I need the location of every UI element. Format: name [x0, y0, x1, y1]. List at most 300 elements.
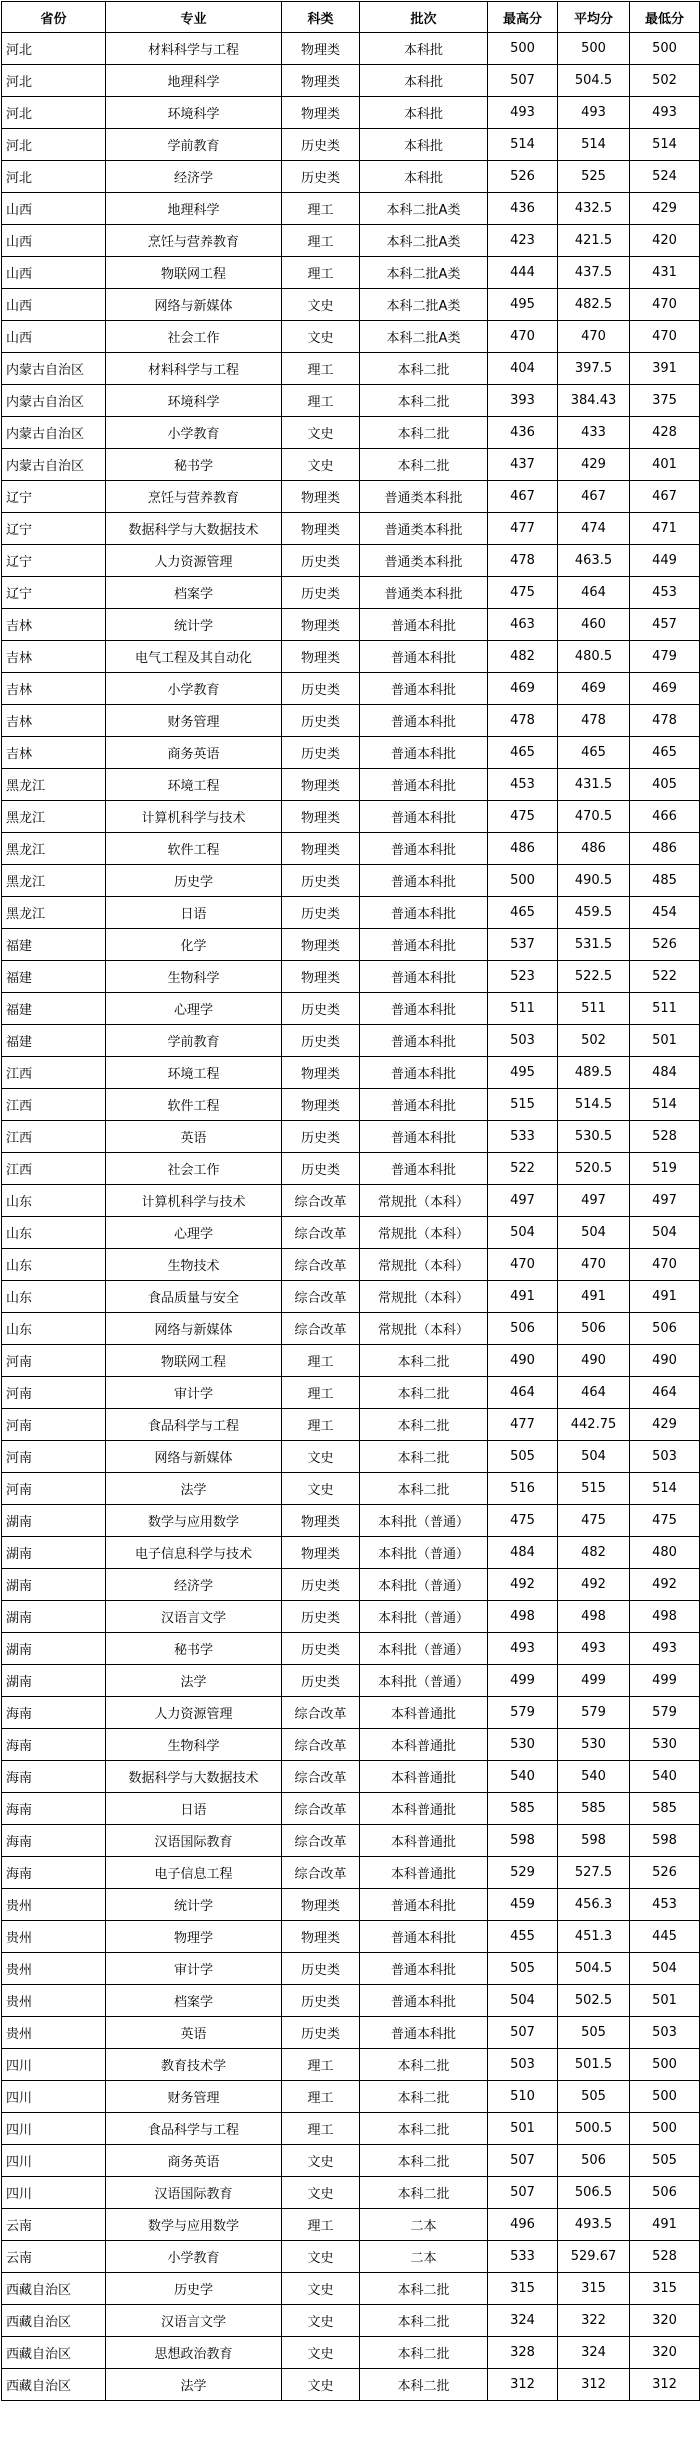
cell-min-score: 503	[630, 2017, 700, 2049]
cell-province: 黑龙江	[2, 865, 106, 897]
table-row	[2, 1025, 700, 1057]
cell-avg-score: 502	[558, 1025, 630, 1057]
cell-batch: 常规批（本科）	[360, 1249, 488, 1281]
cell-avg-score: 451.3	[558, 1921, 630, 1953]
cell-batch: 本科二批	[360, 2081, 488, 2113]
cell-major: 历史学	[106, 865, 282, 897]
cell-subject-category: 综合改革	[282, 1249, 360, 1281]
cell-max-score: 504	[488, 1985, 558, 2017]
header-avg-score: 平均分	[558, 2, 630, 33]
cell-max-score: 506	[488, 1313, 558, 1345]
cell-province: 贵州	[2, 2017, 106, 2049]
cell-batch: 本科二批	[360, 449, 488, 481]
table-row	[2, 449, 700, 481]
table-row	[2, 2177, 700, 2209]
cell-avg-score: 505	[558, 2017, 630, 2049]
cell-major: 地理科学	[106, 65, 282, 97]
cell-batch: 普通本科批	[360, 929, 488, 961]
cell-major: 小学教育	[106, 417, 282, 449]
cell-max-score: 496	[488, 2209, 558, 2241]
cell-subject-category: 历史类	[282, 1665, 360, 1697]
header-row	[2, 2, 700, 33]
cell-max-score: 477	[488, 513, 558, 545]
cell-avg-score: 504.5	[558, 65, 630, 97]
cell-subject-category: 物理类	[282, 1889, 360, 1921]
cell-major: 学前教育	[106, 1025, 282, 1057]
table-row	[2, 65, 700, 97]
cell-max-score: 470	[488, 1249, 558, 1281]
table-row	[2, 673, 700, 705]
cell-avg-score: 437.5	[558, 257, 630, 289]
cell-subject-category: 文史	[282, 449, 360, 481]
cell-batch: 本科二批	[360, 2273, 488, 2305]
cell-province: 山西	[2, 193, 106, 225]
cell-subject-category: 历史类	[282, 2017, 360, 2049]
cell-min-score: 320	[630, 2305, 700, 2337]
cell-avg-score: 506	[558, 2145, 630, 2177]
cell-batch: 普通本科批	[360, 641, 488, 673]
cell-min-score: 420	[630, 225, 700, 257]
cell-subject-category: 历史类	[282, 161, 360, 193]
cell-avg-score: 530.5	[558, 1121, 630, 1153]
cell-major: 法学	[106, 1473, 282, 1505]
cell-major: 软件工程	[106, 833, 282, 865]
cell-major: 生物技术	[106, 1249, 282, 1281]
table-row	[2, 2081, 700, 2113]
cell-major: 软件工程	[106, 1089, 282, 1121]
cell-major: 小学教育	[106, 673, 282, 705]
cell-batch: 常规批（本科）	[360, 1281, 488, 1313]
cell-batch: 本科批（普通）	[360, 1633, 488, 1665]
cell-min-score: 405	[630, 769, 700, 801]
cell-batch: 普通本科批	[360, 1057, 488, 1089]
cell-major: 历史学	[106, 2273, 282, 2305]
cell-province: 江西	[2, 1089, 106, 1121]
table-row	[2, 1153, 700, 1185]
cell-avg-score: 469	[558, 673, 630, 705]
cell-min-score: 490	[630, 1345, 700, 1377]
cell-batch: 普通本科批	[360, 609, 488, 641]
cell-subject-category: 物理类	[282, 961, 360, 993]
table-row	[2, 417, 700, 449]
table-row	[2, 609, 700, 641]
cell-subject-category: 综合改革	[282, 1281, 360, 1313]
cell-max-score: 469	[488, 673, 558, 705]
cell-major: 学前教育	[106, 129, 282, 161]
cell-avg-score: 432.5	[558, 193, 630, 225]
cell-batch: 本科二批	[360, 1377, 488, 1409]
cell-max-score: 464	[488, 1377, 558, 1409]
cell-min-score: 375	[630, 385, 700, 417]
cell-avg-score: 505	[558, 2081, 630, 2113]
cell-avg-score: 442.75	[558, 1409, 630, 1441]
table-row	[2, 929, 700, 961]
cell-min-score: 453	[630, 577, 700, 609]
cell-batch: 本科二批	[360, 2337, 488, 2369]
table-row	[2, 289, 700, 321]
cell-subject-category: 理工	[282, 385, 360, 417]
cell-batch: 本科二批	[360, 1409, 488, 1441]
cell-major: 汉语国际教育	[106, 1825, 282, 1857]
cell-avg-score: 514	[558, 129, 630, 161]
cell-subject-category: 历史类	[282, 993, 360, 1025]
cell-avg-score: 491	[558, 1281, 630, 1313]
cell-province: 辽宁	[2, 481, 106, 513]
table-row	[2, 129, 700, 161]
table-row	[2, 705, 700, 737]
cell-max-score: 404	[488, 353, 558, 385]
cell-batch: 普通类本科批	[360, 481, 488, 513]
cell-max-score: 504	[488, 1217, 558, 1249]
cell-major: 心理学	[106, 993, 282, 1025]
cell-province: 山东	[2, 1249, 106, 1281]
cell-subject-category: 物理类	[282, 1089, 360, 1121]
cell-major: 英语	[106, 1121, 282, 1153]
cell-batch: 本科批	[360, 97, 488, 129]
cell-province: 海南	[2, 1761, 106, 1793]
cell-min-score: 491	[630, 2209, 700, 2241]
cell-province: 黑龙江	[2, 833, 106, 865]
cell-major: 数学与应用数学	[106, 2209, 282, 2241]
cell-avg-score: 520.5	[558, 1153, 630, 1185]
cell-province: 贵州	[2, 1985, 106, 2017]
cell-min-score: 598	[630, 1825, 700, 1857]
cell-min-score: 484	[630, 1057, 700, 1089]
cell-major: 社会工作	[106, 1153, 282, 1185]
cell-avg-score: 475	[558, 1505, 630, 1537]
cell-batch: 普通本科批	[360, 1921, 488, 1953]
cell-batch: 本科二批A类	[360, 225, 488, 257]
cell-major: 物联网工程	[106, 257, 282, 289]
cell-subject-category: 理工	[282, 1377, 360, 1409]
cell-min-score: 492	[630, 1569, 700, 1601]
cell-major: 生物科学	[106, 1729, 282, 1761]
cell-province: 河北	[2, 161, 106, 193]
cell-major: 法学	[106, 2369, 282, 2401]
cell-batch: 本科二批	[360, 2049, 488, 2081]
cell-subject-category: 物理类	[282, 33, 360, 65]
cell-min-score: 503	[630, 1441, 700, 1473]
cell-min-score: 470	[630, 289, 700, 321]
cell-min-score: 454	[630, 897, 700, 929]
cell-max-score: 523	[488, 961, 558, 993]
cell-avg-score: 397.5	[558, 353, 630, 385]
cell-batch: 二本	[360, 2209, 488, 2241]
table-row	[2, 993, 700, 1025]
cell-max-score: 463	[488, 609, 558, 641]
table-row	[2, 1441, 700, 1473]
cell-major: 材料科学与工程	[106, 33, 282, 65]
cell-avg-score: 493	[558, 97, 630, 129]
cell-avg-score: 504.5	[558, 1953, 630, 1985]
cell-min-score: 491	[630, 1281, 700, 1313]
cell-province: 山西	[2, 321, 106, 353]
cell-province: 贵州	[2, 1953, 106, 1985]
cell-max-score: 444	[488, 257, 558, 289]
cell-major: 计算机科学与技术	[106, 801, 282, 833]
cell-min-score: 401	[630, 449, 700, 481]
cell-max-score: 459	[488, 1889, 558, 1921]
cell-avg-score: 482	[558, 1537, 630, 1569]
cell-subject-category: 历史类	[282, 1153, 360, 1185]
cell-subject-category: 文史	[282, 1441, 360, 1473]
cell-max-score: 495	[488, 289, 558, 321]
cell-subject-category: 历史类	[282, 1569, 360, 1601]
cell-province: 江西	[2, 1057, 106, 1089]
cell-avg-score: 490.5	[558, 865, 630, 897]
cell-min-score: 480	[630, 1537, 700, 1569]
cell-province: 黑龙江	[2, 897, 106, 929]
header-province: 省份	[2, 2, 106, 33]
cell-min-score: 493	[630, 97, 700, 129]
table-row	[2, 2305, 700, 2337]
cell-min-score: 470	[630, 1249, 700, 1281]
cell-batch: 普通本科批	[360, 1121, 488, 1153]
cell-min-score: 493	[630, 1633, 700, 1665]
cell-max-score: 436	[488, 417, 558, 449]
cell-subject-category: 物理类	[282, 769, 360, 801]
cell-subject-category: 物理类	[282, 65, 360, 97]
table-row	[2, 1185, 700, 1217]
cell-subject-category: 历史类	[282, 545, 360, 577]
table-row	[2, 577, 700, 609]
cell-major: 日语	[106, 1793, 282, 1825]
cell-major: 日语	[106, 897, 282, 929]
cell-province: 河北	[2, 129, 106, 161]
table-row	[2, 161, 700, 193]
cell-subject-category: 物理类	[282, 513, 360, 545]
cell-min-score: 530	[630, 1729, 700, 1761]
cell-major: 财务管理	[106, 2081, 282, 2113]
cell-max-score: 529	[488, 1857, 558, 1889]
cell-avg-score: 478	[558, 705, 630, 737]
cell-province: 福建	[2, 1025, 106, 1057]
table-row	[2, 737, 700, 769]
table-row	[2, 1537, 700, 1569]
cell-major: 网络与新媒体	[106, 289, 282, 321]
cell-subject-category: 综合改革	[282, 1729, 360, 1761]
cell-subject-category: 文史	[282, 2305, 360, 2337]
cell-batch: 本科二批	[360, 2145, 488, 2177]
cell-max-score: 515	[488, 1089, 558, 1121]
table-row	[2, 1697, 700, 1729]
cell-province: 福建	[2, 961, 106, 993]
cell-province: 吉林	[2, 641, 106, 673]
table-row	[2, 1313, 700, 1345]
cell-major: 小学教育	[106, 2241, 282, 2273]
cell-avg-score: 464	[558, 1377, 630, 1409]
cell-batch: 本科二批	[360, 1473, 488, 1505]
table-row	[2, 1889, 700, 1921]
cell-batch: 本科普通批	[360, 1857, 488, 1889]
table-row	[2, 257, 700, 289]
cell-province: 江西	[2, 1121, 106, 1153]
cell-major: 环境科学	[106, 385, 282, 417]
cell-major: 食品质量与安全	[106, 1281, 282, 1313]
cell-subject-category: 文史	[282, 2273, 360, 2305]
cell-batch: 本科二批	[360, 353, 488, 385]
table-row	[2, 1057, 700, 1089]
cell-major: 法学	[106, 1665, 282, 1697]
header-subject-category: 科类	[282, 2, 360, 33]
cell-min-score: 500	[630, 2049, 700, 2081]
cell-major: 教育技术学	[106, 2049, 282, 2081]
table-row	[2, 33, 700, 65]
cell-subject-category: 历史类	[282, 865, 360, 897]
cell-province: 辽宁	[2, 545, 106, 577]
cell-subject-category: 物理类	[282, 1537, 360, 1569]
cell-avg-score: 459.5	[558, 897, 630, 929]
cell-batch: 本科二批A类	[360, 321, 488, 353]
cell-province: 西藏自治区	[2, 2273, 106, 2305]
cell-avg-score: 456.3	[558, 1889, 630, 1921]
cell-avg-score: 493.5	[558, 2209, 630, 2241]
cell-subject-category: 历史类	[282, 1633, 360, 1665]
cell-province: 西藏自治区	[2, 2337, 106, 2369]
cell-max-score: 493	[488, 1633, 558, 1665]
cell-subject-category: 理工	[282, 1345, 360, 1377]
cell-max-score: 533	[488, 1121, 558, 1153]
cell-avg-score: 324	[558, 2337, 630, 2369]
cell-major: 烹饪与营养教育	[106, 481, 282, 513]
cell-province: 四川	[2, 2177, 106, 2209]
cell-avg-score: 322	[558, 2305, 630, 2337]
cell-min-score: 528	[630, 2241, 700, 2273]
cell-max-score: 507	[488, 2145, 558, 2177]
cell-major: 档案学	[106, 577, 282, 609]
cell-min-score: 464	[630, 1377, 700, 1409]
cell-avg-score: 531.5	[558, 929, 630, 961]
cell-major: 化学	[106, 929, 282, 961]
cell-avg-score: 474	[558, 513, 630, 545]
cell-min-score: 522	[630, 961, 700, 993]
cell-batch: 本科二批	[360, 1441, 488, 1473]
cell-province: 湖南	[2, 1569, 106, 1601]
cell-min-score: 486	[630, 833, 700, 865]
cell-province: 四川	[2, 2113, 106, 2145]
table-row	[2, 1985, 700, 2017]
cell-batch: 本科批（普通）	[360, 1505, 488, 1537]
cell-province: 云南	[2, 2241, 106, 2273]
cell-major: 地理科学	[106, 193, 282, 225]
cell-major: 网络与新媒体	[106, 1441, 282, 1473]
cell-avg-score: 504	[558, 1217, 630, 1249]
cell-max-score: 510	[488, 2081, 558, 2113]
cell-avg-score: 433	[558, 417, 630, 449]
table-row	[2, 353, 700, 385]
cell-max-score: 511	[488, 993, 558, 1025]
table-row	[2, 2241, 700, 2273]
cell-batch: 普通本科批	[360, 673, 488, 705]
cell-max-score: 315	[488, 2273, 558, 2305]
cell-max-score: 475	[488, 801, 558, 833]
cell-max-score: 585	[488, 1793, 558, 1825]
cell-avg-score: 527.5	[558, 1857, 630, 1889]
cell-batch: 本科二批A类	[360, 193, 488, 225]
admission-scores-table	[1, 1, 700, 2401]
cell-major: 电子信息科学与技术	[106, 1537, 282, 1569]
cell-subject-category: 综合改革	[282, 1793, 360, 1825]
cell-max-score: 484	[488, 1537, 558, 1569]
cell-batch: 本科批	[360, 65, 488, 97]
table-row	[2, 1857, 700, 1889]
cell-batch: 普通本科批	[360, 1953, 488, 1985]
cell-min-score: 471	[630, 513, 700, 545]
cell-avg-score: 514.5	[558, 1089, 630, 1121]
cell-avg-score: 464	[558, 577, 630, 609]
cell-major: 思想政治教育	[106, 2337, 282, 2369]
cell-province: 河南	[2, 1409, 106, 1441]
cell-subject-category: 文史	[282, 2337, 360, 2369]
cell-province: 江西	[2, 1153, 106, 1185]
cell-min-score: 526	[630, 1857, 700, 1889]
cell-avg-score: 429	[558, 449, 630, 481]
cell-subject-category: 历史类	[282, 1985, 360, 2017]
cell-major: 数据科学与大数据技术	[106, 1761, 282, 1793]
cell-min-score: 504	[630, 1217, 700, 1249]
cell-avg-score: 470	[558, 1249, 630, 1281]
cell-province: 河南	[2, 1345, 106, 1377]
cell-major: 环境工程	[106, 1057, 282, 1089]
cell-batch: 普通本科批	[360, 993, 488, 1025]
header-major: 专业	[106, 2, 282, 33]
cell-major: 汉语国际教育	[106, 2177, 282, 2209]
cell-batch: 本科批（普通）	[360, 1569, 488, 1601]
cell-min-score: 467	[630, 481, 700, 513]
cell-min-score: 511	[630, 993, 700, 1025]
cell-batch: 本科二批	[360, 2177, 488, 2209]
cell-province: 云南	[2, 2209, 106, 2241]
cell-min-score: 391	[630, 353, 700, 385]
table-header	[2, 2, 700, 33]
cell-max-score: 540	[488, 1761, 558, 1793]
cell-max-score: 530	[488, 1729, 558, 1761]
cell-major: 社会工作	[106, 321, 282, 353]
cell-subject-category: 历史类	[282, 705, 360, 737]
cell-batch: 普通类本科批	[360, 577, 488, 609]
cell-batch: 本科二批	[360, 2113, 488, 2145]
cell-max-score: 328	[488, 2337, 558, 2369]
cell-province: 山东	[2, 1185, 106, 1217]
cell-major: 秘书学	[106, 449, 282, 481]
cell-province: 河北	[2, 97, 106, 129]
cell-min-score: 498	[630, 1601, 700, 1633]
cell-max-score: 579	[488, 1697, 558, 1729]
cell-avg-score: 515	[558, 1473, 630, 1505]
cell-subject-category: 文史	[282, 2177, 360, 2209]
cell-batch: 本科二批	[360, 2305, 488, 2337]
cell-batch: 普通本科批	[360, 865, 488, 897]
cell-subject-category: 物理类	[282, 481, 360, 513]
cell-batch: 二本	[360, 2241, 488, 2273]
cell-province: 湖南	[2, 1537, 106, 1569]
cell-province: 山东	[2, 1281, 106, 1313]
cell-subject-category: 综合改革	[282, 1697, 360, 1729]
cell-subject-category: 历史类	[282, 129, 360, 161]
table-row	[2, 481, 700, 513]
header-max-score: 最高分	[488, 2, 558, 33]
cell-province: 黑龙江	[2, 801, 106, 833]
cell-subject-category: 理工	[282, 193, 360, 225]
table-row	[2, 865, 700, 897]
cell-avg-score: 529.67	[558, 2241, 630, 2273]
cell-max-score: 465	[488, 897, 558, 929]
cell-major: 生物科学	[106, 961, 282, 993]
cell-batch: 本科普通批	[360, 1761, 488, 1793]
cell-avg-score: 504	[558, 1441, 630, 1473]
cell-province: 河南	[2, 1441, 106, 1473]
cell-batch: 本科批（普通）	[360, 1537, 488, 1569]
